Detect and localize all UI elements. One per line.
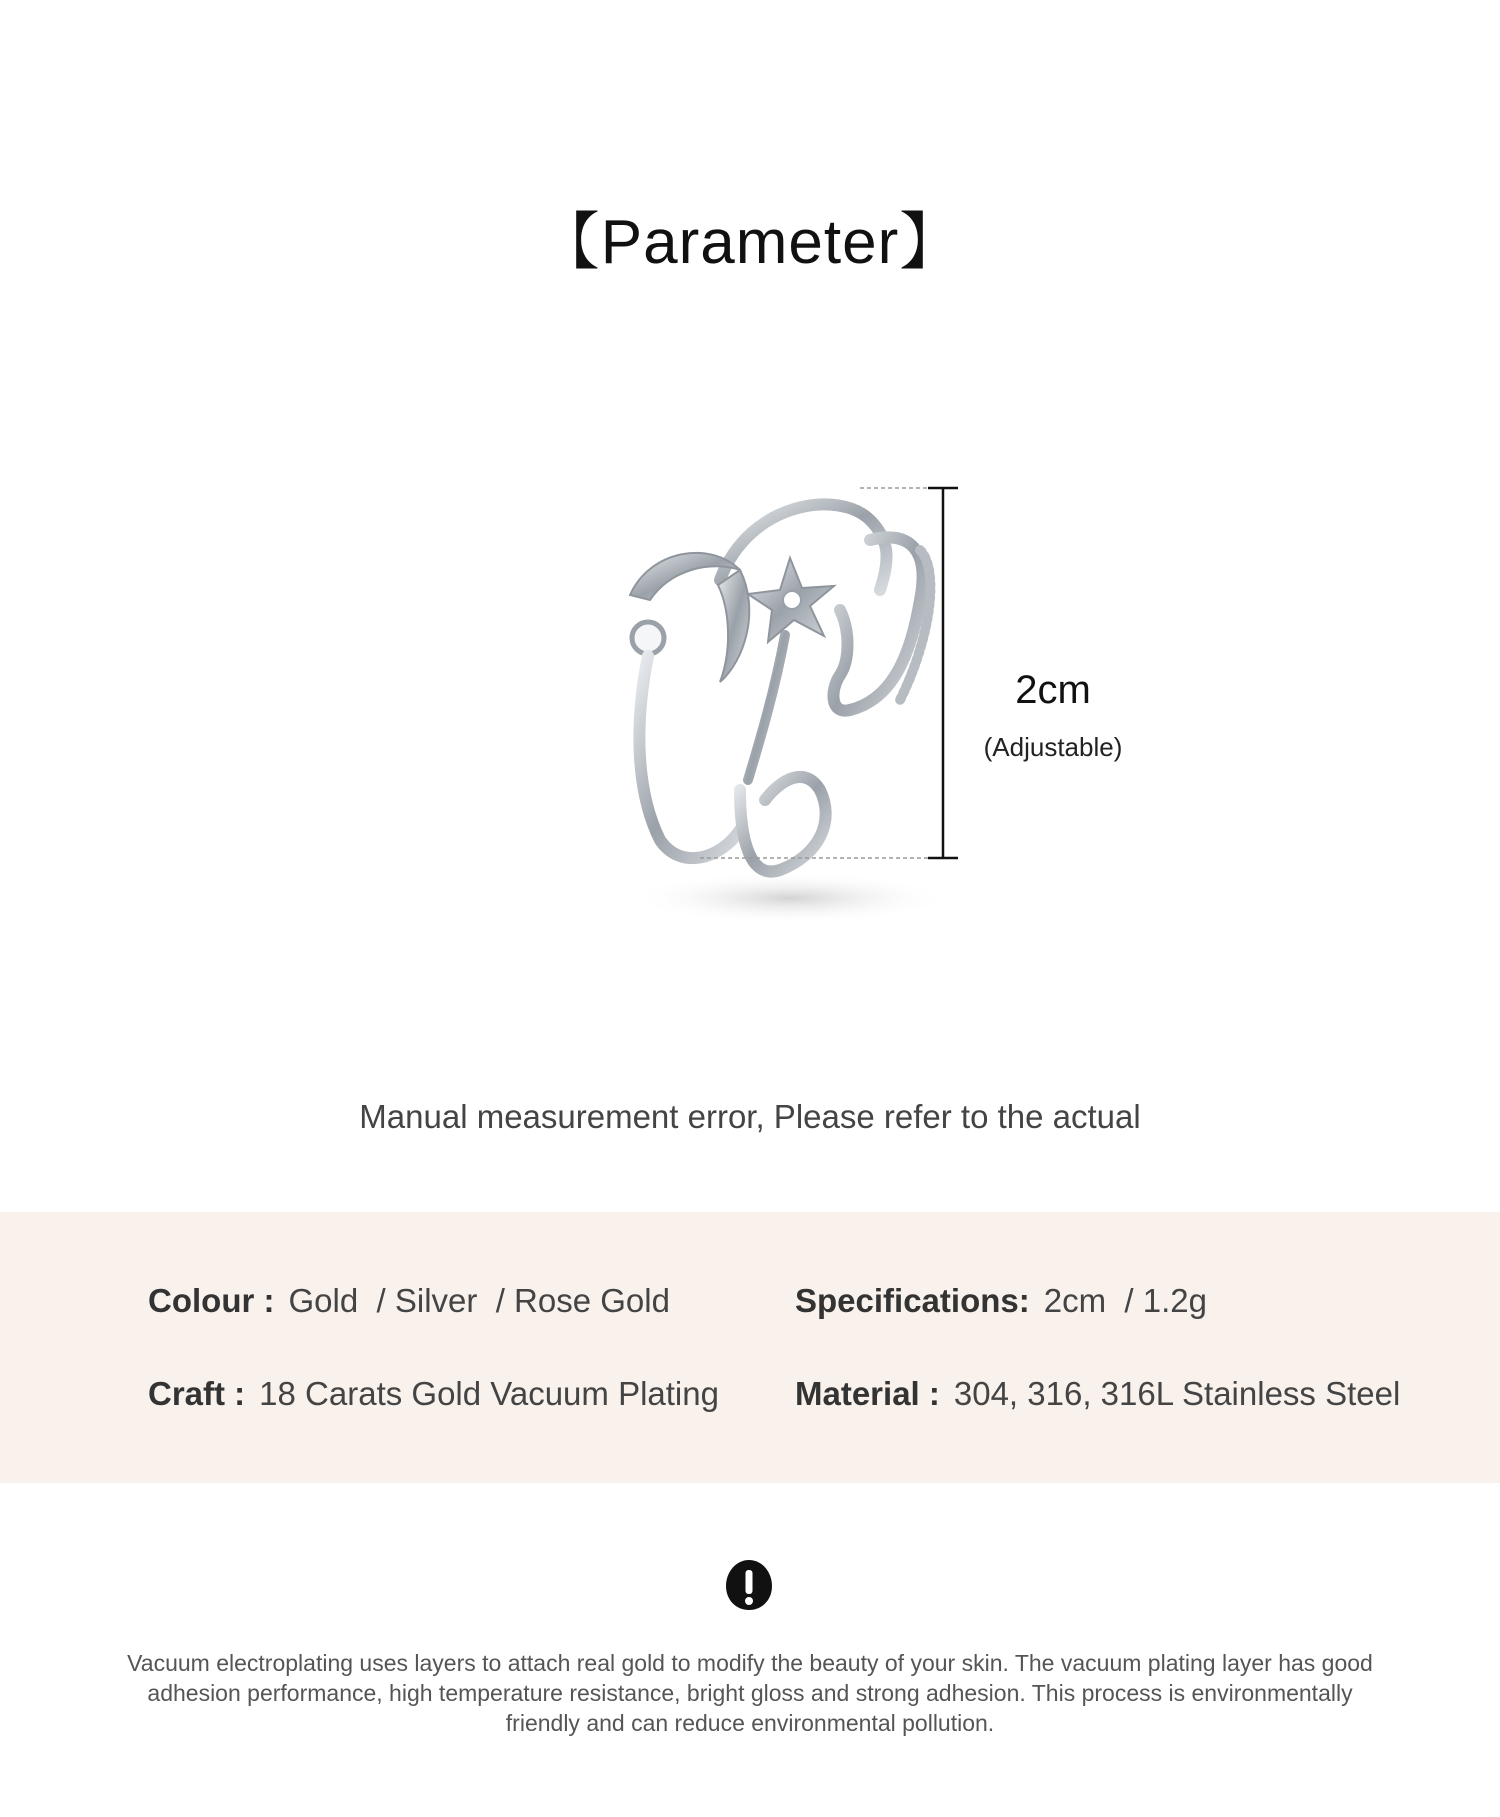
spec-craft	[148, 1375, 719, 1413]
page-title: 【Parameter】	[537, 208, 963, 277]
spec-material-value: 304, 316, 316L Stainless Steel	[953, 1375, 1401, 1412]
exclamation-drop-icon	[724, 1558, 774, 1612]
size-note: (Adjustable)	[983, 732, 1123, 762]
spec-specifications	[795, 1282, 1207, 1320]
moon-star-ring-image	[590, 460, 1150, 980]
spec-specifications-key: Specifications:	[795, 1282, 1030, 1319]
spec-colour-value: Gold / Silver / Rose Gold	[288, 1282, 670, 1319]
spec-craft-value: 18 Carats Gold Vacuum Plating	[259, 1375, 719, 1412]
ring-product-image	[590, 460, 1150, 980]
spec-material	[795, 1375, 1400, 1413]
spec-colour	[148, 1282, 670, 1320]
spec-craft-key: Craft :	[148, 1375, 246, 1412]
spec-colour-key: Colour :	[148, 1282, 275, 1319]
measurement-note: Manual measurement error, Please refer to the actual	[359, 1098, 1141, 1135]
plating-description: Vacuum electroplating uses layers to attach real gold to modify the beauty of your skin. The vacuum plating layer has good adhesion performance, high temperature resistance, bright gloss and strong adhesion. This process is environmentally friendly and can reduce environmental pollution.	[127, 1650, 1373, 1736]
size-value: 2cm	[1015, 668, 1091, 712]
vertical-dimension-line	[928, 488, 958, 858]
spec-band	[0, 1212, 1500, 1483]
spec-specifications-value: 2cm / 1.2g	[1043, 1282, 1207, 1319]
spec-material-key: Material :	[795, 1375, 940, 1412]
